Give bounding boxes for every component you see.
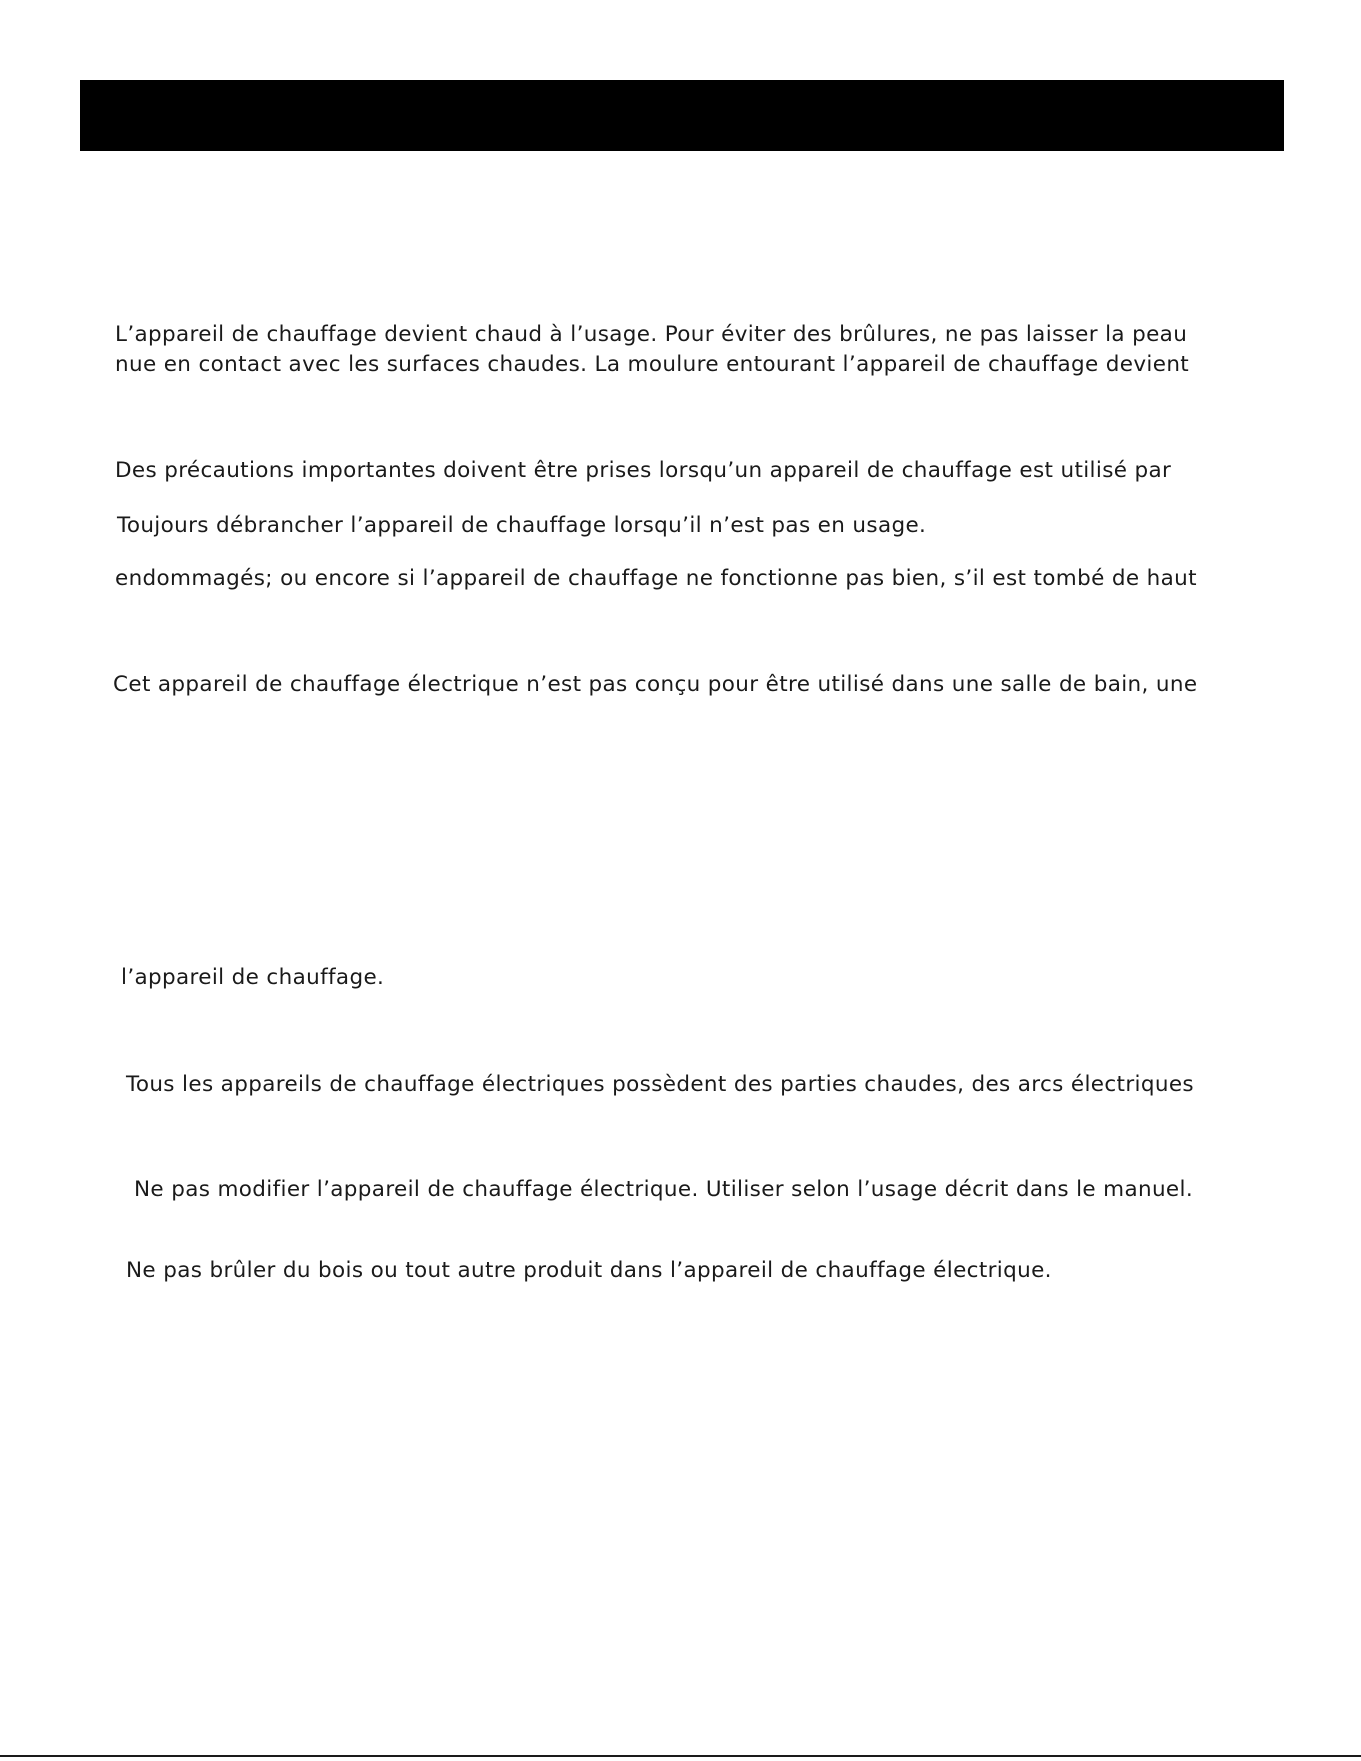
text-line-damaged: endommagés; ou encore si l’appareil de chauffage ne fonctionne pas bien, s’il est tombé de haut [115, 566, 1197, 591]
footer-rule [0, 1755, 1361, 1757]
text-line-do-not-burn: Ne pas brûler du bois ou tout autre produit dans l’appareil de chauffage électrique. [126, 1258, 1052, 1283]
text-line-hot-parts: Tous les appareils de chauffage électriques possèdent des parties chaudes, des arcs électriques [126, 1072, 1194, 1097]
text-line-heater-end: l’appareil de chauffage. [121, 965, 385, 990]
text-line-do-not-modify: Ne pas modifier l’appareil de chauffage électrique. Utiliser selon l’usage décrit dans le manuel. [134, 1177, 1194, 1202]
text-line-skin-contact: nue en contact avec les surfaces chaudes. La moulure entourant l’appareil de chauffage devient [115, 352, 1190, 377]
header-band [80, 80, 1284, 151]
text-line-hot-heater: L’appareil de chauffage devient chaud à l’usage. Pour éviter des brûlures, ne pas laisser la peau [115, 322, 1188, 347]
text-line-bathroom: Cet appareil de chauffage électrique n’est pas conçu pour être utilisé dans une salle de bain, une [113, 672, 1198, 697]
text-line-precautions: Des précautions importantes doivent être prises lorsqu’un appareil de chauffage est utilisé par [115, 458, 1172, 483]
text-line-unplug: Toujours débrancher l’appareil de chauffage lorsqu’il n’est pas en usage. [117, 513, 927, 538]
